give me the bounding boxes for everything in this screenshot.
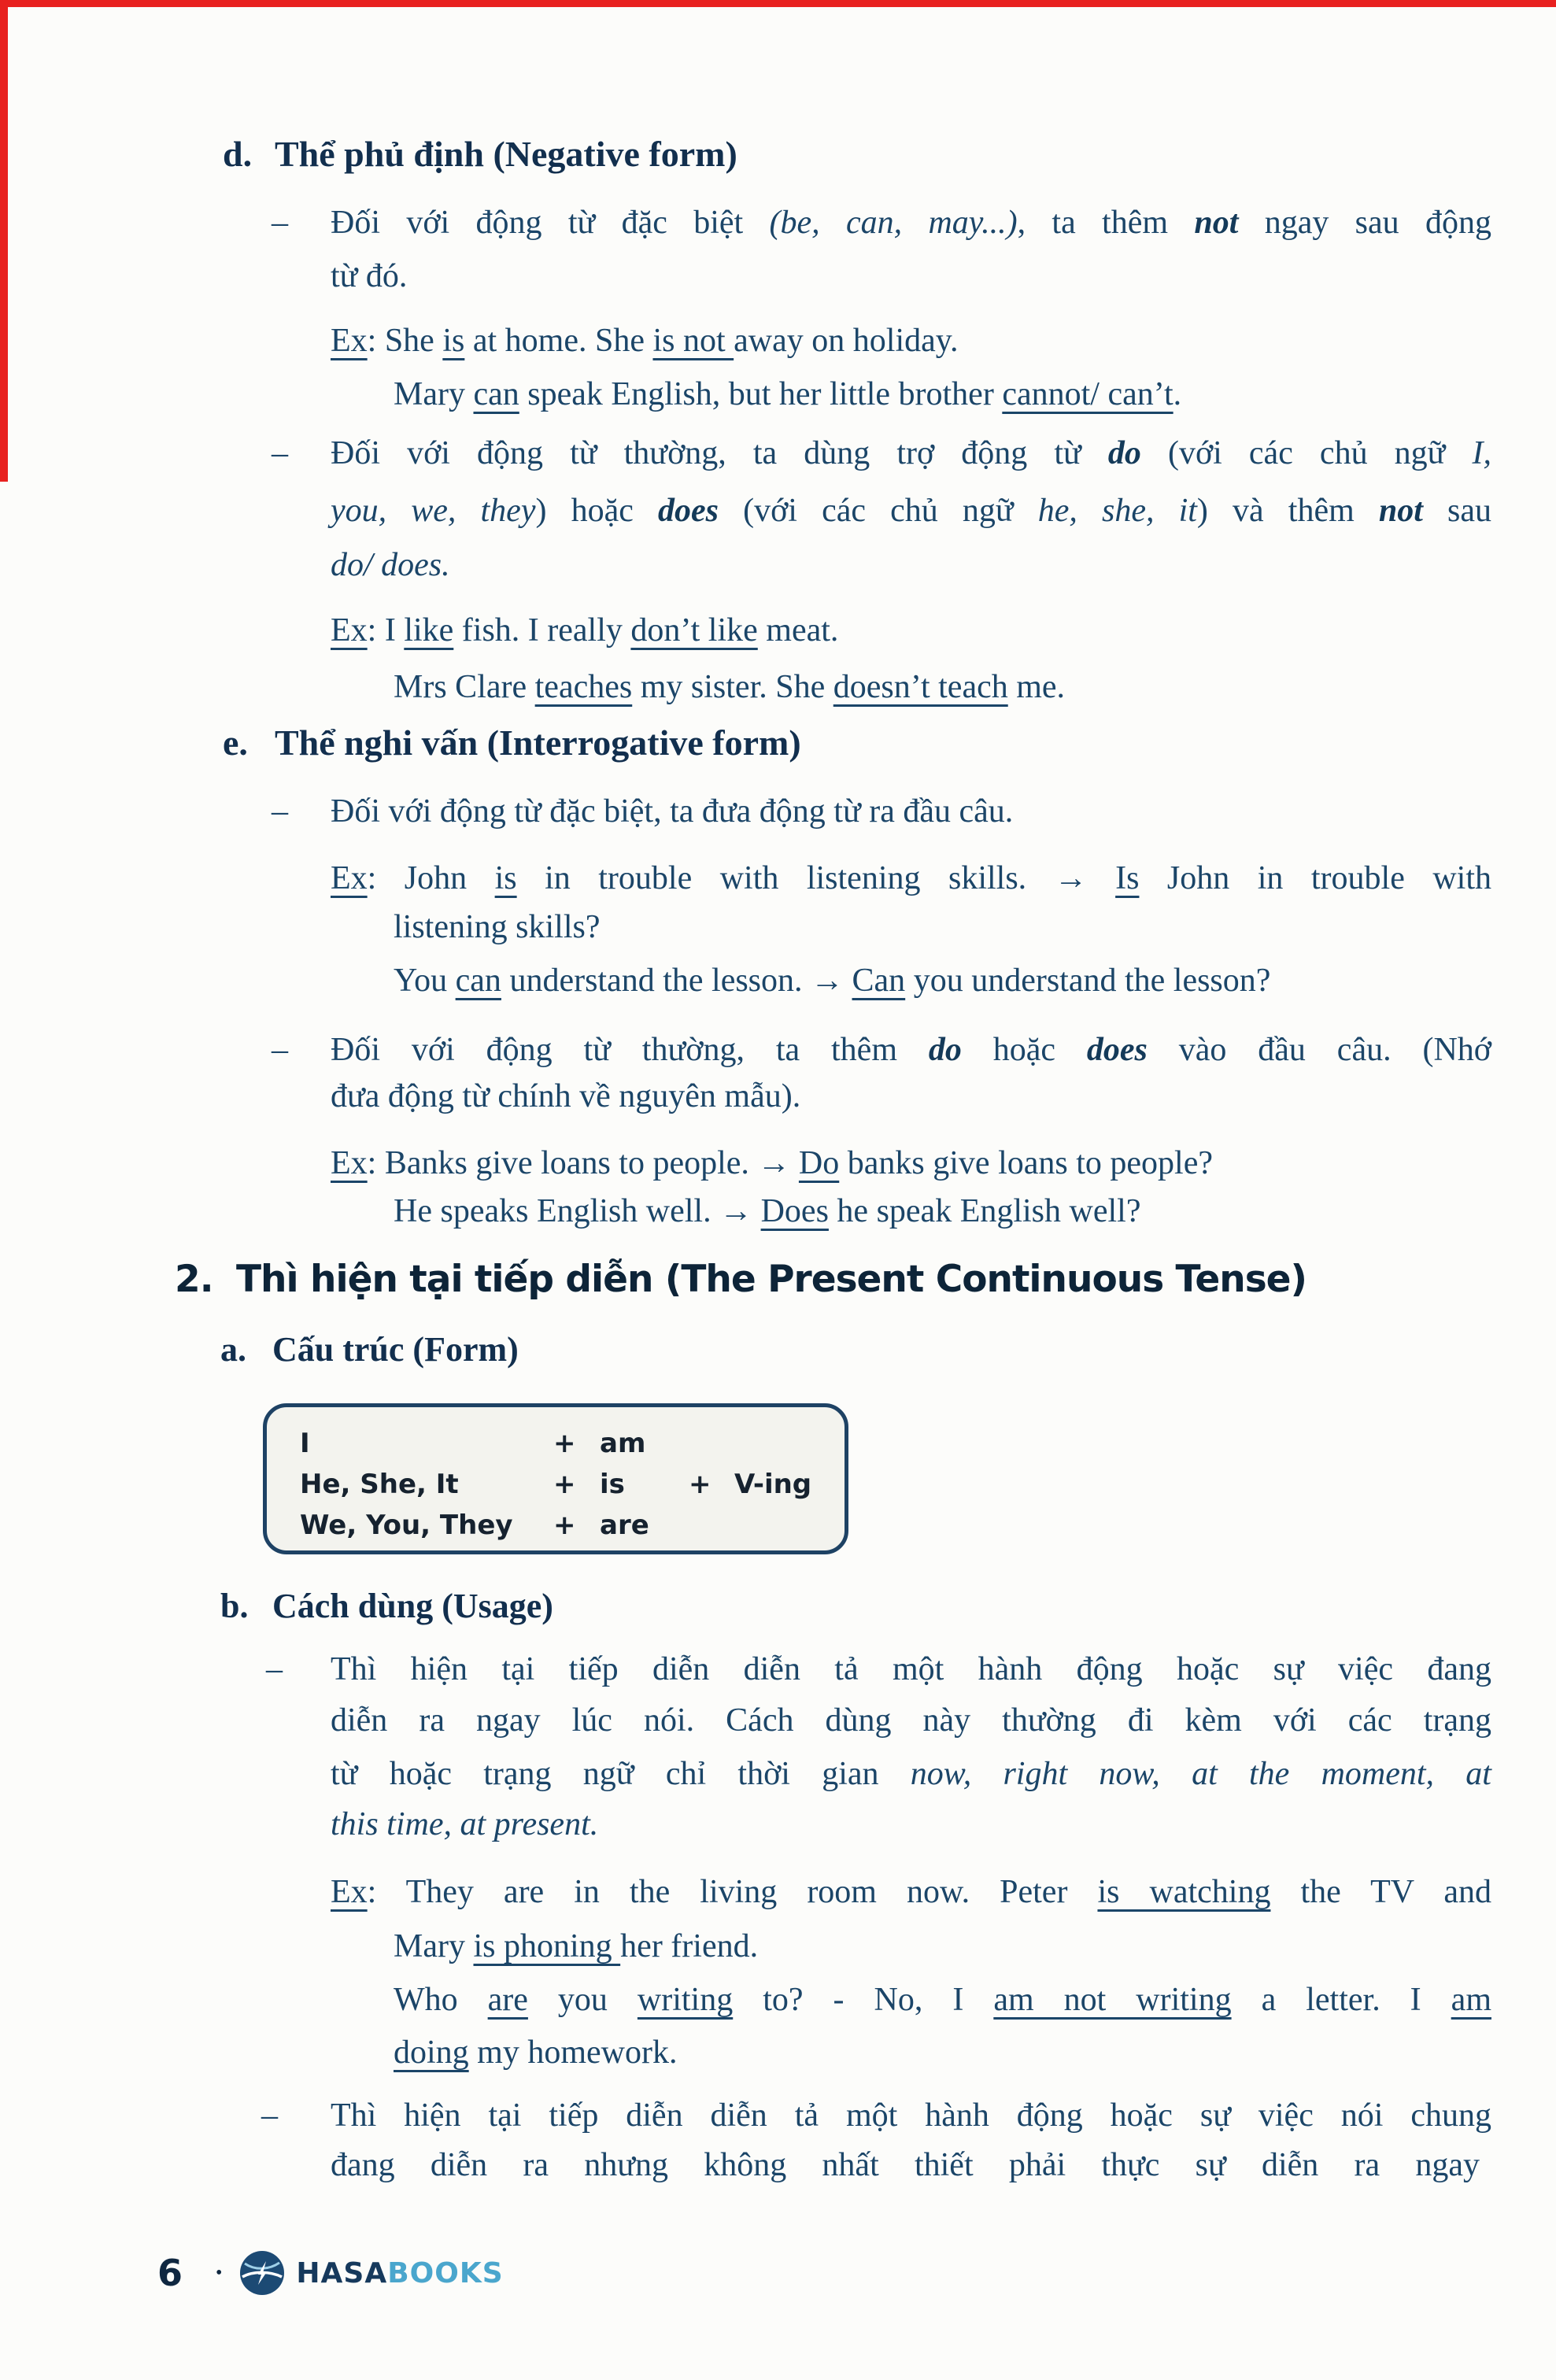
brand-books: BOOKS (387, 2256, 504, 2289)
example-line: Mrs Clare teaches my sister. She doesn’t teach me. (394, 669, 1066, 705)
bullet-dash: – (272, 435, 288, 471)
section-d-letter: d. (223, 134, 253, 174)
scan-edge-top (0, 0, 1556, 7)
bullet-dash: – (272, 1032, 288, 1068)
form-row (267, 1507, 845, 1543)
hasabooks-logo (239, 2250, 285, 2296)
example-line: listening skills? (394, 909, 601, 945)
section-b-letter: b. (220, 1587, 249, 1625)
text-line: từ hoặc trạng ngữ chỉ thời gian now, right now, at the moment, at (331, 1756, 1491, 1792)
form-subject: We, You, They (300, 1510, 513, 1541)
example-line: Ex: I like fish. I really don’t like meat. (331, 612, 839, 649)
example-line: Ex: Banks give loans to people. → Do banks give loans to people? (331, 1145, 1213, 1181)
text-line: do/ does. (331, 547, 450, 583)
text-line: this time, at present. (331, 1806, 599, 1842)
section-e-title: Thể nghi vấn (Interrogative form) (275, 722, 801, 763)
footer-separator-dot: • (216, 2262, 223, 2283)
text-line: you, we, they) hoặc does (với các chủ ngữ he, she, it) và thêm not sau (331, 493, 1492, 529)
section-e-heading (223, 721, 801, 765)
section-b-title: Cách dùng (Usage) (272, 1587, 553, 1625)
example-line: Ex: John is in trouble with listening skills. → Is John in trouble with (331, 860, 1491, 896)
text-line: Đối với động từ thường, ta thêm do hoặc does vào đầu câu. (Nhớ (331, 1032, 1491, 1068)
section-2-title: Thì hiện tại tiếp diễn (The Present Continuous Tense) (236, 1258, 1307, 1301)
example-line: Mary is phoning her friend. (394, 1928, 759, 1964)
example-line: doing my homework. (394, 2034, 678, 2071)
section-a-heading (220, 1328, 519, 1372)
text-line: Đối với động từ thường, ta dùng trợ động từ do (với các chủ ngữ I, (331, 435, 1491, 471)
form-subject: He, She, It (300, 1469, 459, 1500)
bullet-dash: – (272, 793, 288, 830)
plus-sign: + (553, 1510, 576, 1541)
bullet-dash: – (272, 205, 288, 241)
form-verb: is (600, 1469, 625, 1500)
section-a-letter: a. (220, 1330, 246, 1369)
text-line: đưa động từ chính về nguyên mẫu). (331, 1078, 801, 1114)
text-line: Thì hiện tại tiếp diễn diễn tả một hành động hoặc sự việc đang (331, 1651, 1491, 1687)
section-2-number: 2. (175, 1258, 213, 1301)
example-line: Who are you writing to? - No, I am not writing a letter. I am (394, 1982, 1491, 2018)
section-e-letter: e. (223, 722, 248, 763)
plus-sign: + (553, 1428, 576, 1459)
text-line: diễn ra ngay lúc nói. Cách dùng này thường đi kèm với các trạng (331, 1702, 1491, 1739)
section-b-heading (220, 1584, 553, 1628)
form-row (267, 1466, 845, 1502)
form-subject: I (300, 1428, 310, 1459)
text-line: Đối với động từ đặc biệt, ta đưa động từ ra đầu câu. (331, 793, 1014, 830)
example-line: You can understand the lesson. → Can you understand the lesson? (394, 963, 1271, 999)
text-line: từ đó. (331, 258, 408, 294)
brand-hasa: HASA (296, 2256, 388, 2289)
text-line: Đối với động từ đặc biệt (be, can, may...), ta thêm not ngay sau động (331, 205, 1491, 241)
section-2-heading (175, 1257, 1307, 1303)
scan-edge-left (0, 0, 8, 482)
brand-wordmark (296, 2257, 503, 2289)
plus-sign: + (689, 1469, 711, 1500)
section-d-title: Thể phủ định (Negative form) (275, 134, 737, 174)
text-line: Thì hiện tại tiếp diễn diễn tả một hành động hoặc sự việc nói chung (331, 2097, 1491, 2134)
plus-sign: + (553, 1469, 576, 1500)
bullet-dash: – (266, 1651, 283, 1687)
form-ving: V-ing (734, 1469, 812, 1500)
text-line: đang diễn ra nhưng không nhất thiết phải thực sự diễn ra ngay (331, 2147, 1480, 2183)
example-line: Mary can speak English, but her little brother cannot/ can’t. (394, 376, 1182, 412)
section-a-title: Cấu trúc (Form) (272, 1330, 519, 1369)
example-line: Ex: They are in the living room now. Peter is watching the TV and (331, 1874, 1491, 1910)
form-verb: are (600, 1510, 649, 1541)
example-line: Ex: She is at home. She is not away on holiday. (331, 323, 959, 359)
section-d-heading (223, 132, 737, 176)
page-number: 6 (157, 2252, 183, 2294)
page-footer (157, 2248, 504, 2298)
form-row (267, 1425, 845, 1462)
example-line: He speaks English well. → Does he speak English well? (394, 1193, 1141, 1229)
form-verb: am (600, 1428, 646, 1459)
bullet-dash: – (261, 2097, 278, 2134)
form-box (263, 1403, 848, 1554)
